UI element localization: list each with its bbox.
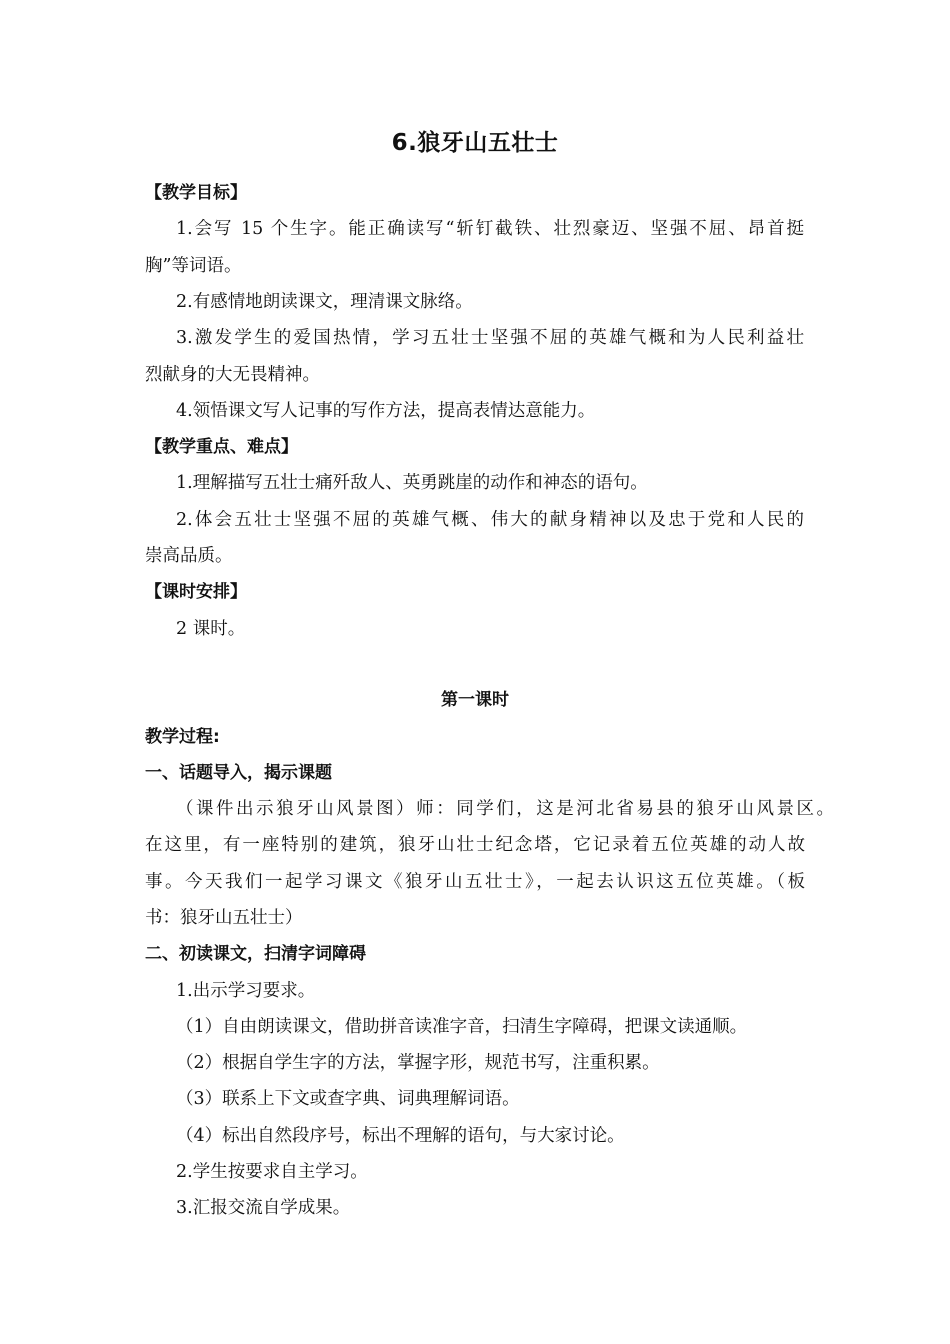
step-2: 2.学生按要求自主学习。: [176, 1162, 368, 1182]
requirement-3: （3）联系上下文或查字典、词典理解词语。: [176, 1089, 520, 1109]
part1-line-2: 在这里，有一座特别的建筑，狼牙山壮士纪念塔，它记录着五位英雄的动人故: [145, 835, 805, 855]
keypoint-2-line-2: 崇高品质。: [145, 546, 233, 566]
step-1: 1.出示学习要求。: [176, 981, 316, 1001]
part2-heading: 二、初读课文，扫清字词障碍: [145, 944, 366, 964]
objective-1-line-1: 1.会写 15 个生字。能正确读写“斩钉截铁、壮烈豪迈、坚强不屈、昂首挺: [176, 219, 804, 239]
objective-3-line-1: 3.激发学生的爱国热情，学习五壮士坚强不屈的英雄气概和为人民利益壮: [176, 328, 804, 348]
keypoint-1: 1.理解描写五壮士痛歼敌人、英勇跳崖的动作和神态的语句。: [176, 473, 648, 493]
part1-heading: 一、话题导入，揭示课题: [145, 763, 332, 783]
keypoint-2-line-1: 2.体会五壮士坚强不屈的英雄气概、伟大的献身精神以及忠于党和人民的: [176, 510, 804, 530]
objective-3-line-2: 烈献身的大无畏精神。: [145, 365, 320, 385]
schedule-heading: 【课时安排】: [145, 582, 247, 602]
keypoints-heading: 【教学重点、难点】: [145, 437, 298, 457]
process-label: 教学过程:: [145, 727, 220, 747]
schedule-text: 2 课时。: [176, 619, 246, 639]
requirement-4: （4）标出自然段序号，标出不理解的语句，与大家讨论。: [176, 1126, 625, 1146]
lesson-title: 第一课时: [441, 690, 509, 710]
requirement-2: （2）根据自学生字的方法，掌握字形，规范书写，注重积累。: [176, 1053, 660, 1073]
objective-4: 4.领悟课文写人记事的写作方法，提高表情达意能力。: [176, 401, 596, 421]
step-3: 3.汇报交流自学成果。: [176, 1198, 351, 1218]
requirement-1: （1）自由朗读课文，借助拼音读准字音，扫清生字障碍，把课文读通顺。: [176, 1017, 748, 1037]
page-title: 6.狼牙山五壮士: [391, 130, 559, 156]
objective-2: 2.有感情地朗读课文，理清课文脉络。: [176, 292, 473, 312]
part1-line-3: 事。今天我们一起学习课文《狼牙山五壮士》，一起去认识这五位英雄。（板: [145, 872, 805, 892]
objective-1-line-2: 胸”等词语。: [145, 256, 242, 276]
objectives-heading: 【教学目标】: [145, 183, 247, 203]
part1-line-4: 书：狼牙山五壮士）: [145, 908, 303, 928]
part1-line-1: （课件出示狼牙山风景图）师：同学们，这是河北省易县的狼牙山风景区。: [176, 799, 834, 819]
